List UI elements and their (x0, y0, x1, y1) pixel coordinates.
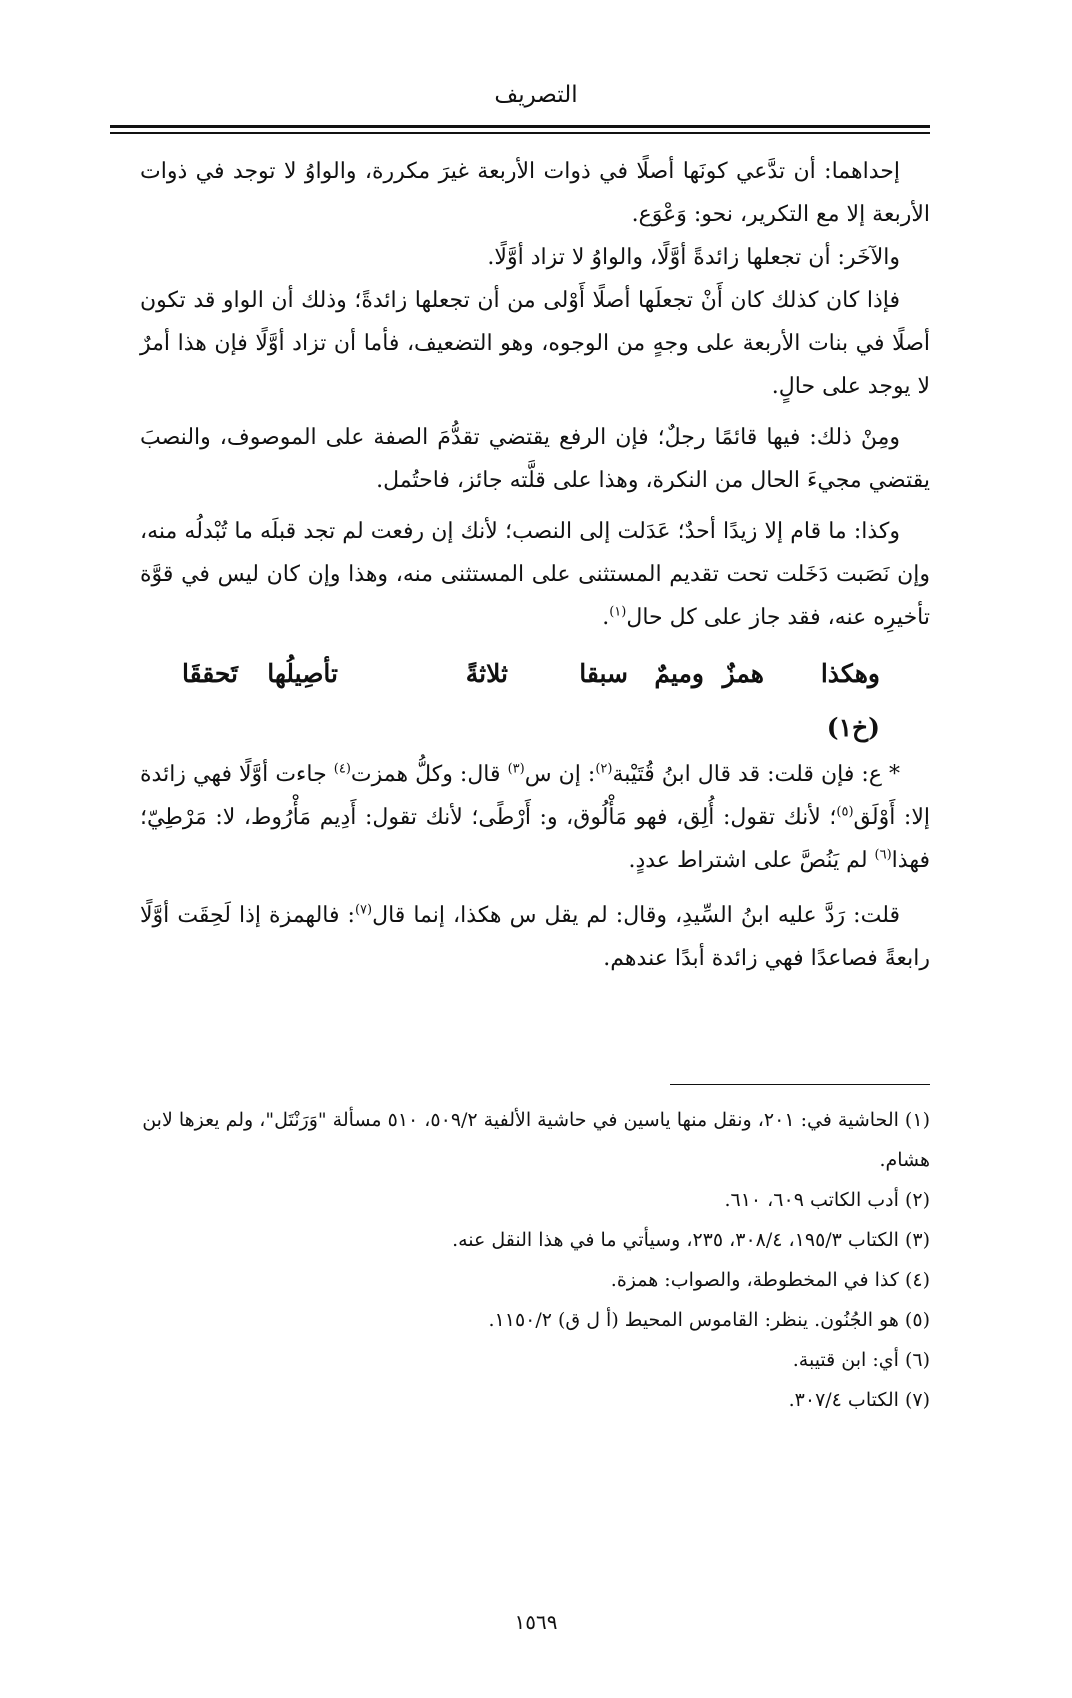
verse-word-6: تأصِيلُها (267, 659, 338, 688)
paragraph-7-a: قلت: رَدَّ عليه ابنُ السِّيدِ، وقال: لم يقل س هكذا، إنما قال (372, 903, 900, 928)
footnotes (140, 1100, 930, 1420)
footnote-3: (٣) الكتاب ١٩٥/٣، ٣٠٨/٤، ٢٣٥، وسيأتي ما في هذا النقل عنه. (452, 1229, 930, 1251)
verse-word-3: وميمٌ (654, 659, 704, 688)
footnote-ref-7: (٧) (354, 902, 373, 918)
running-header-title: التصريف (494, 82, 578, 108)
verse-word-7: تَحققَا (181, 659, 238, 688)
paragraph-6-a: * ع: فإن قلت: قد قال ابنُ قُتَيْبة (612, 762, 900, 787)
paragraph-6-c: قال: وكلُّ همزت (350, 762, 508, 787)
paragraph-6-f: لم يَنُصَّ على اشتراط عددٍ. (628, 848, 875, 873)
paragraph-7 (140, 894, 930, 980)
paragraph-5 (140, 510, 930, 639)
paragraph-6-b: : إن س (524, 762, 596, 787)
footnote-ref-5: (٥) (836, 804, 854, 820)
footnote-7: (٧) الكتاب ٣٠٧/٤. (788, 1389, 930, 1411)
paragraph-1: إحداهما: أن تدَّعي كونَها أصلًا في ذوات الأربعة غيرَ مكررة، والواوُ لا توجد في ذوات الأربعة إلا مع التكرير، نحو: وَعْوَع. (140, 159, 930, 227)
page-number: ١٥٦٩ (514, 1610, 558, 1634)
verse-word-2: همزٌ (722, 659, 764, 688)
paragraph-5-text: وكذا: ما قام إلا زيدًا أحدٌ؛ عَدَلت إلى النصب؛ لأنك إن رفعت لم تجد قبلَه ما تُبْدلُه منه، وإن نَصَبت دَخَلت تحت تقديم المستثنى على المستثنى منه، وهذا وإن كان ليس في قوَّة تأخيرِه عنه، فقد جاز على كل حال (140, 519, 930, 630)
paragraph-4: ومِنْ ذلك: فيها قائمًا رجلٌ؛ فإن الرفع يقتضي تقدُّمَ الصفة على الموصوف، والنصبَ يقتضي مجيءَ الحال من النكرة، وهذا على قلَّته جائز، فاحتُمل. (140, 425, 930, 493)
main-text (140, 150, 930, 980)
verse-line (140, 645, 930, 703)
paragraph-3: فإذا كان كذلك كان أَنْ تجعلَها أصلًا أَوْلى من أن تجعلها زائدةً؛ وذلك أن الواو قد تكون أصلًا في بنات الأربعة على وجهٍ من الوجوه، وهو التضعيف، فأما أن تزاد أوَّلًا فإن هذا أمرٌ لا يوجد على حالٍ. (140, 288, 930, 399)
footnote-5: (٥) هو الجُنُون. ينظر: القاموس المحيط (أ ل ق) ١١٥٠/٢. (488, 1309, 930, 1331)
header-rule-thick (110, 125, 930, 128)
footnote-6: (٦) أي: ابن قتيبة. (792, 1349, 930, 1371)
footnote-ref-3: (٣) (507, 761, 525, 777)
paragraph-5-end: . (602, 605, 610, 630)
paragraph-6-e: ؛ لأنك تقول: أُلِق، فهو مَأْلُوق، و: أَرْطًى؛ لأنك تقول: أَدِيم مَأْرُوط، لا: مَرْطِيّ؛ فهذا (140, 805, 930, 873)
paragraph-7-b: : فالهمزة إذا لَحِقَت أوَّلًا رابعةً فصاعدًا فهي زائدة أبدًا عندهم. (140, 903, 930, 971)
verse-word-4: سبقا (579, 659, 628, 688)
paragraph-6-d: جاءت أوَّلًا فهي زائدة إلا: أَوْلَق (140, 762, 930, 830)
footnote-1: (١) الحاشية في: ٢٠١، ونقل منها ياسين في حاشية الألفية ٥٠٩/٢، ٥١٠ مسألة "وَرَنْتَل"، ولم يعزها لابن هشام. (142, 1109, 930, 1171)
footnote-ref-1: (١) (609, 604, 627, 620)
verse-word-1: وهكذا (820, 659, 880, 688)
paragraph-6 (140, 753, 930, 882)
header-rule-thin (110, 132, 930, 134)
paragraph-2: والآخَر: أن تجعلها زائدةً أوَّلًا، والواوُ لا تزاد أوَّلًا. (487, 245, 900, 270)
footnote-ref-2: (٢) (595, 761, 613, 777)
footnote-ref-4: (٤) (333, 761, 351, 777)
footnote-2: (٢) أدب الكاتب ٦٠٩، ٦١٠. (724, 1189, 930, 1211)
footnote-ref-6: (٦) (874, 847, 892, 863)
verse-word-5: ثلاثةً (465, 659, 508, 688)
verse-tag: (خ١) (826, 713, 880, 742)
footnote-4: (٤) كذا في المخطوطة، والصواب: همزة. (610, 1269, 930, 1291)
footnote-separator (670, 1084, 930, 1085)
